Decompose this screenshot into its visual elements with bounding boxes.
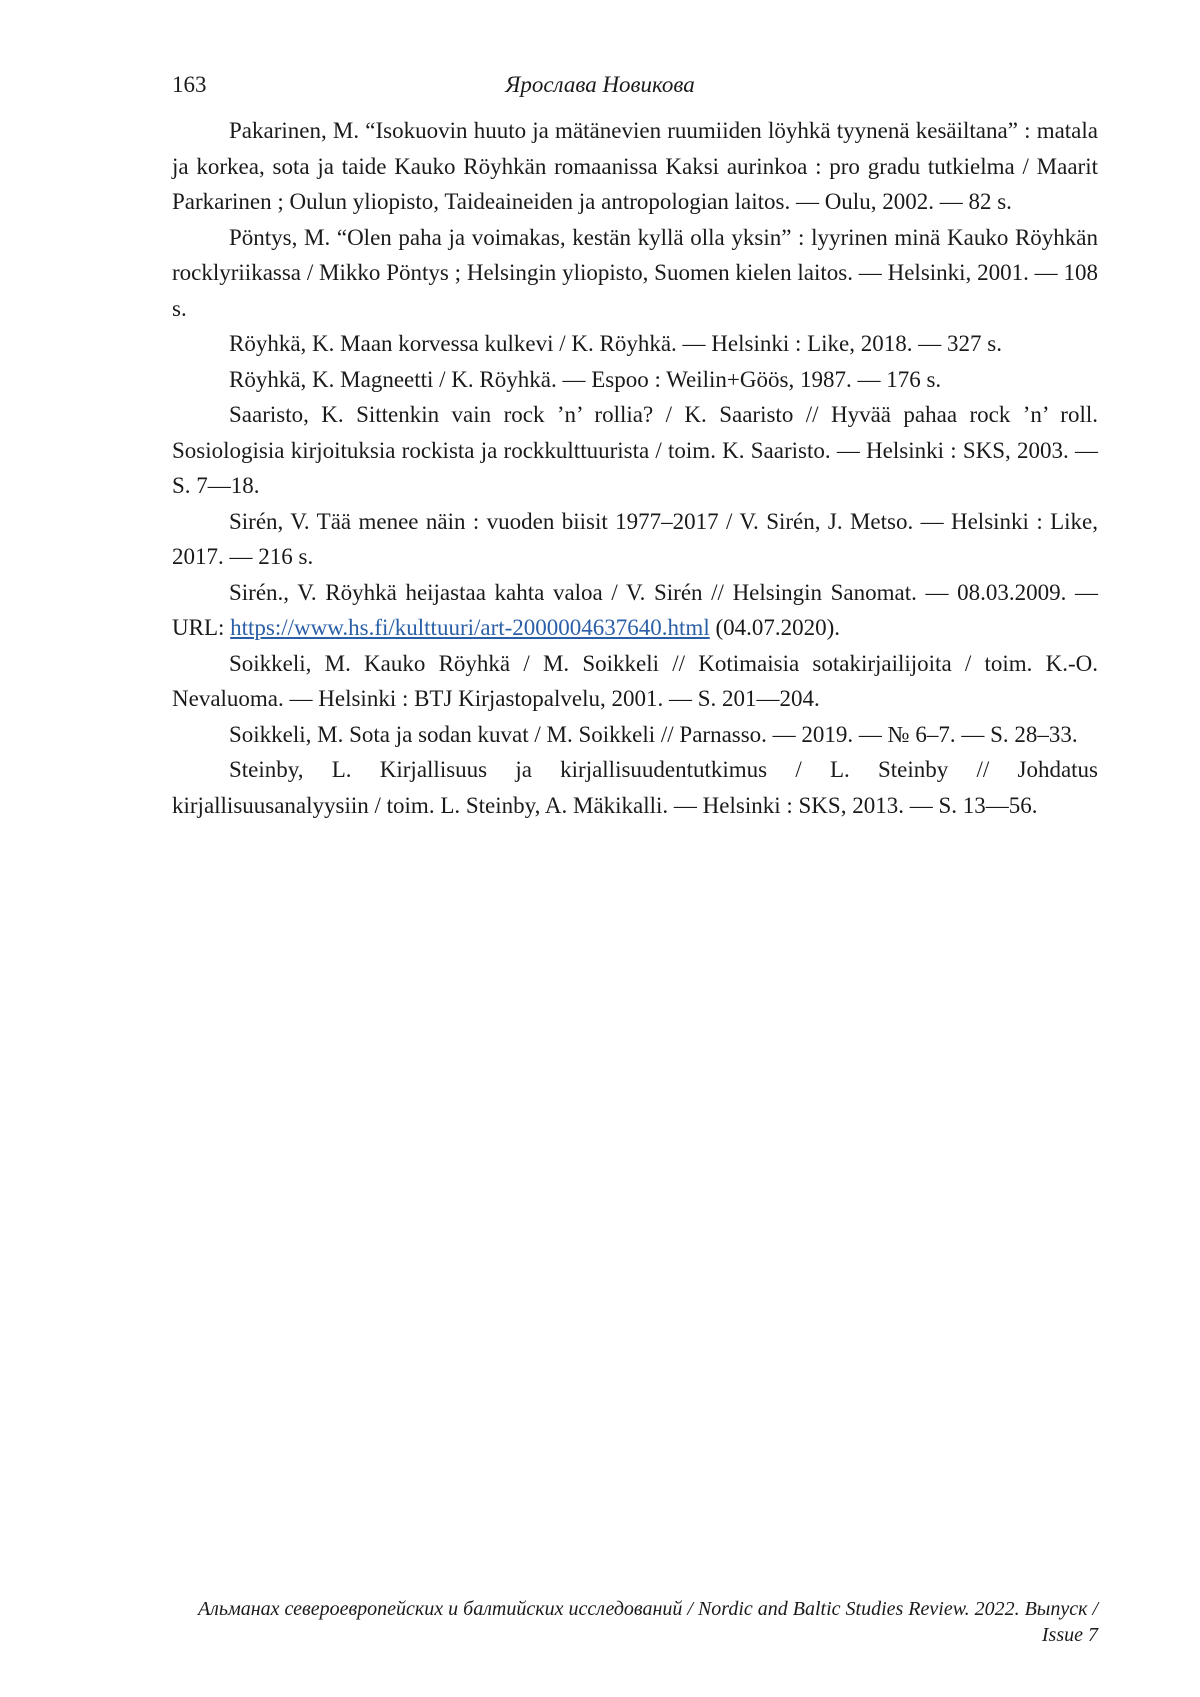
reference-text: Sirén., V. Röyhkä heijastaa kahta valoa / V. Sirén // Helsingin Sanomat. — 08.03.2009. — URL: [172,579,1098,640]
reference-item: Sirén, V. Tää menee näin : vuoden biisit 1977–2017 / V. Sirén, J. Metso. — Helsinki : Like, 2017. — 216 s. [172,508,1098,569]
running-head-author: Ярослава Новикова [505,72,695,97]
reference-item: Pöntys, M. “Olen paha ja voimakas, kestän kyllä olla yksin” : lyyrinen minä Kauko Röyhkän rocklyriikassa / Mikko Pöntys ; Helsingin yliopisto, Suomen kielen laitos. — Helsinki, 2001. — 108 s. [172,224,1098,321]
reference-item: Soikkeli, M. Kauko Röyhkä / M. Soikkeli // Kotimaisia sotakirjailijoita / toim. K.-O. Nevaluoma. — Helsinki : BTJ Kirjastopalvelu, 2001. — S. 201—204. [172,650,1098,711]
reference-item: Pakarinen, M. “Isokuovin huuto ja mätänevien ruumiiden löyhkä tyynenä kesäiltana” : matala ja korkea, sota ja taide Kauko Röyhkän romaanissa Kaksi aurinkoa : pro gradu tutkielma / Maarit Parkarinen ; Oulun yliopisto, Taideaineiden ja antropologian laitos. — Oulu, 2002. — 82 s. [172,118,1098,214]
reference-item-with-link [172,575,1098,646]
reference-item: Röyhkä, K. Magneetti / K. Röyhkä. — Espoo : Weilin+Göös, 1987. — 176 s. [229,366,942,392]
reference-item: Saaristo, K. Sittenkin vain rock ’n’ rollia? / K. Saaristo // Hyvää pahaa rock ’n’ roll. Sosiologisia kirjoituksia rockista ja rockkulttuurista / toim. K. Saaristo. — Helsinki : SKS, 2003. — S. 7—18. [172,402,1098,498]
reference-access-date: (04.07.2020). [709,615,841,640]
journal-footer: Альманах североевропейских и балтийских исследований / Nordic and Baltic Studies Review. 2022. Выпуск / Issue 7 [197,1598,1098,1646]
page-number: 163 [172,72,207,97]
reference-item: Röyhkä, K. Maan korvessa kulkevi / K. Röyhkä. — Helsinki : Like, 2018. — 327 s. [229,331,1002,356]
reference-item: Steinby, L. Kirjallisuus ja kirjallisuudentutkimus / L. Steinby // Johdatus kirjallisuusanalyysiin / toim. L. Steinby, A. Mäkikalli. — Helsinki : SKS, 2013. — S. 13—56. [172,757,1098,818]
reference-list [172,113,1098,823]
reference-url-link[interactable]: https://www.hs.fi/kulttuuri/art-2000004637640.html [230,615,710,640]
reference-item: Soikkeli, M. Sota ja sodan kuvat / M. Soikkeli // Parnasso. — 2019. — № 6–7. — S. 28–33. [229,721,1078,747]
